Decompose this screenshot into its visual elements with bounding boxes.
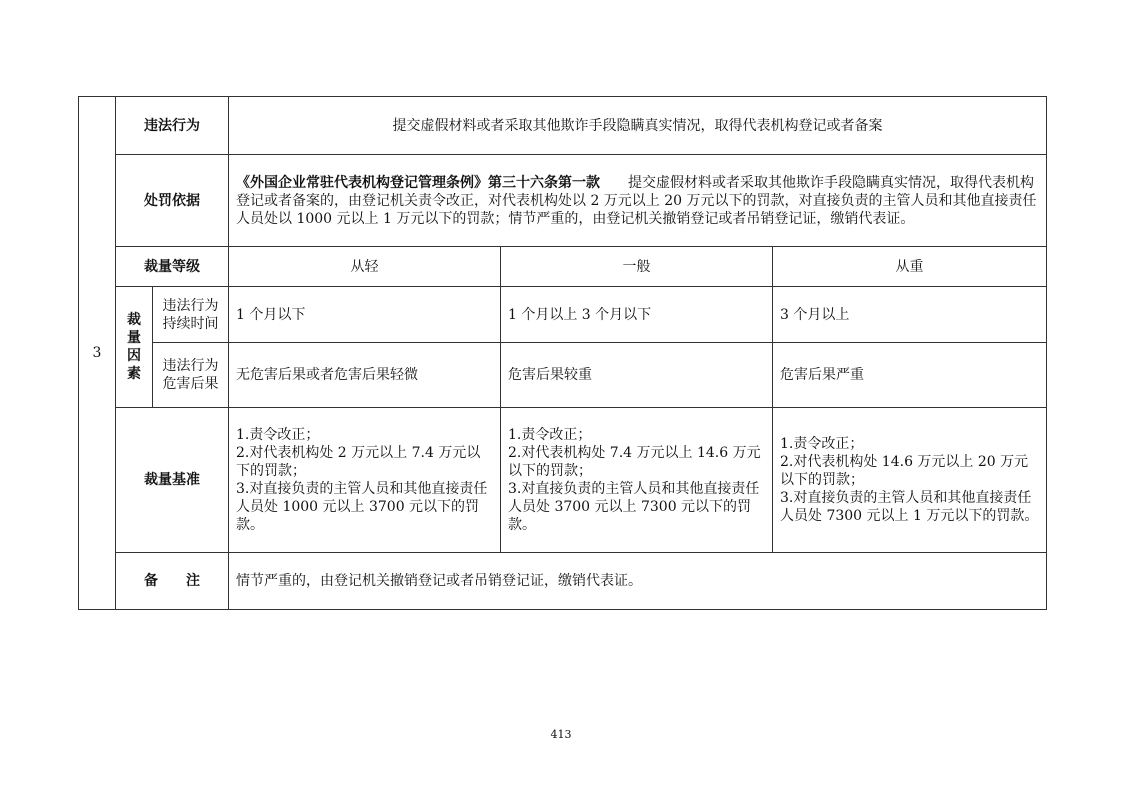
harm-label-line2: 危害后果 — [162, 376, 219, 392]
harm-label-line1: 违法行为 — [162, 358, 219, 374]
standard-item: 2.对代表机构处 7.4 万元以上 14.6 万元以下的罚款； — [508, 445, 761, 479]
level-general: 一般 — [501, 247, 773, 287]
standards-row — [79, 408, 1047, 553]
standard-item: 1.责令改正； — [780, 436, 864, 452]
level-light: 从轻 — [229, 247, 501, 287]
remarks-text: 情节严重的，由登记机关撤销登记或者吊销登记证，缴销代表证。 — [229, 553, 1047, 610]
remarks-row — [79, 553, 1047, 610]
standard-item: 2.对代表机构处 2 万元以上 7.4 万元以下的罚款； — [236, 445, 481, 479]
duration-light: 1 个月以下 — [229, 287, 501, 343]
remarks-label-char: 备 — [144, 573, 158, 589]
standard-item: 3.对直接负责的主管人员和其他直接责任人员处 3700 元以上 7300 元以下的罚款。 — [508, 481, 760, 533]
violation-text: 提交虚假材料或者采取其他欺诈手段隐瞒真实情况，取得代表机构登记或者备案 — [229, 97, 1047, 155]
remarks-label — [116, 553, 229, 610]
penalty-basis-row — [79, 155, 1047, 247]
levels-label: 裁量等级 — [116, 247, 229, 287]
factors-label-char: 裁 — [127, 312, 141, 328]
discretion-table — [78, 96, 1047, 610]
harm-label — [153, 343, 229, 408]
duration-label — [153, 287, 229, 343]
harm-light: 无危害后果或者危害后果轻微 — [229, 343, 501, 408]
standard-item: 1.责令改正； — [236, 427, 320, 443]
levels-row — [79, 247, 1047, 287]
duration-label-line1: 违法行为 — [162, 297, 219, 314]
duration-row — [79, 287, 1047, 343]
standards-label: 裁量基准 — [116, 408, 229, 553]
remarks-label-char: 注 — [186, 573, 200, 589]
duration-general: 1 个月以上 3 个月以下 — [501, 287, 773, 343]
standard-item: 2.对代表机构处 14.6 万元以上 20 万元以下的罚款； — [780, 454, 1029, 488]
page-number: 413 — [550, 728, 572, 741]
penalty-basis-label: 处罚依据 — [116, 155, 229, 247]
factors-label — [116, 287, 153, 408]
standard-item: 3.对直接负责的主管人员和其他直接责任人员处 7300 元以上 1 万元以下的罚款。 — [780, 490, 1039, 524]
standard-item: 1.责令改正； — [508, 427, 592, 443]
penalty-basis-text: 提交虚假材料或者采取其他欺诈手段隐瞒真实情况，取得代表机构登记或者备案的，由登记机关责令改正，对代表机构处以 2 万元以上 20 万元以下的罚款，对直接负责的主管人员和其他直接责任人员处以 1000 元以上 1 万元以下的罚款；情节严重的，由登记机关撤销登记或者吊销登记证，缴销代表证。 — [236, 174, 1037, 227]
level-heavy: 从重 — [773, 247, 1047, 287]
duration-label-line2: 持续时间 — [162, 315, 219, 332]
violation-label: 违法行为 — [116, 97, 229, 155]
standard-general — [501, 408, 773, 553]
standard-heavy — [773, 408, 1047, 553]
harm-general: 危害后果较重 — [501, 343, 773, 408]
penalty-basis-cell — [229, 155, 1047, 247]
standard-light — [229, 408, 501, 553]
row-number: 3 — [79, 97, 116, 610]
harm-row — [79, 343, 1047, 408]
factors-label-char: 因 — [127, 348, 141, 364]
factors-label-char: 量 — [127, 330, 141, 346]
harm-heavy: 危害后果严重 — [773, 343, 1047, 408]
violation-row — [79, 97, 1047, 155]
factors-label-char: 素 — [127, 366, 141, 382]
standard-item: 3.对直接负责的主管人员和其他直接责任人员处 1000 元以上 3700 元以下的罚款。 — [236, 481, 488, 533]
law-name: 《外国企业常驻代表机构登记管理条例》第三十六条第一款 — [236, 174, 600, 191]
duration-heavy: 3 个月以上 — [773, 287, 1047, 343]
